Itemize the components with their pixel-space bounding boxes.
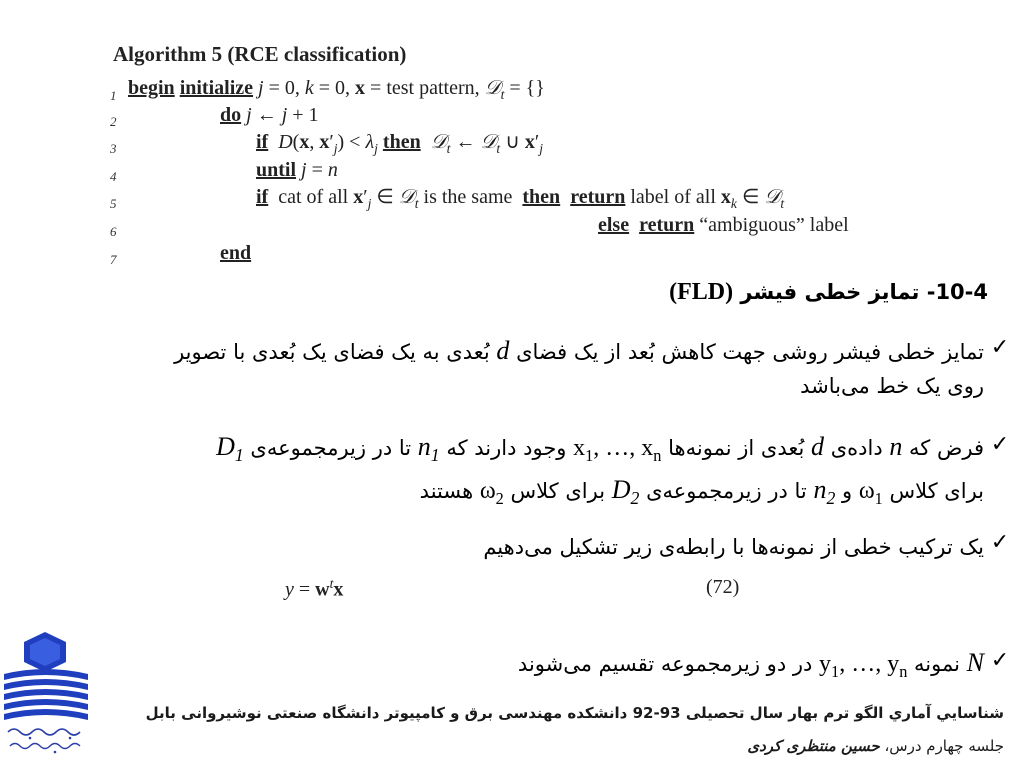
equation: $y = w^tx$ <box>285 576 344 601</box>
footer-lecture-info: جلسه چهارم درس، حسین منتظری کردی <box>747 737 1004 755</box>
line-number: 5 <box>110 196 117 211</box>
algorithm-line-4: until j = n <box>256 159 338 181</box>
section-title: تمایز خطی فیشر <box>740 280 920 304</box>
checkmark-icon: ✓ <box>990 335 1010 360</box>
algorithm-block <box>100 40 980 275</box>
line-number: 3 <box>110 141 117 156</box>
university-logo <box>0 628 100 768</box>
algorithm-line-3: if D(x, $x'_j) < \lambda_j$ then 𝒟$_t$ ← 𝒟$_t$ ∪ $x'_j$ <box>256 131 543 156</box>
section-heading <box>488 277 988 307</box>
algorithm-line-7: end <box>220 242 252 264</box>
footer-course-info: شناسايي آماري الگو ترم بهار سال تحصیلی 93-92 دانشکده مهندسی برق و کامپیوتر دانشگاه صنعتی نوشیروانی بابل <box>145 704 1004 722</box>
bullet-3: یک ترکیب خطی از نمونه‌ها با رابطه‌ی زیر تشکیل می‌دهیم <box>483 535 984 559</box>
lecturer-name: حسین منتظری کردی <box>747 737 880 755</box>
bullet-2: فرض که n داده‌ی d بُعدی از نمونه‌ها $x_1$, …, $x_n$ وجود دارند که $n_1$ تا در زیرمجموعه‌ی $D_1$ برای کلاس $\omega_1$ و $n_2$ تا در زیرمجموعه‌ی $D_2$ برای کلاس $\omega_2$ هستند <box>216 432 984 508</box>
algorithm-title: Algorithm 5 (RCE classification) <box>113 42 407 66</box>
line-number: 6 <box>110 224 117 239</box>
line-number: 4 <box>110 169 117 184</box>
line-number: 2 <box>110 114 117 129</box>
equation-number: (72) <box>706 576 740 598</box>
checkmark-icon: ✓ <box>990 432 1010 457</box>
book-emblem-icon <box>0 628 100 768</box>
section-abbrev: (FLD) <box>669 279 734 305</box>
algorithm-line-5: if cat of all $x'_j$ ∈ 𝒟$_t$ is the same then return label of all $x_k$ ∈ 𝒟$_t$ <box>256 186 785 211</box>
checkmark-icon: ✓ <box>990 530 1010 555</box>
bullet-4: N نمونه $y_1$, …, $y_n$ در دو زیرمجموعه تقسیم می‌شوند <box>517 648 984 681</box>
line-number: 1 <box>110 88 117 103</box>
section-number: 10-4- <box>926 280 988 304</box>
checkmark-icon: ✓ <box>990 648 1010 673</box>
algorithm-line-2: do j ← j + 1 <box>220 104 319 126</box>
line-number: 7 <box>110 252 117 267</box>
bullet-1: تمایز خطی فیشر روشی جهت کاهش بُعد از یک فضای d بُعدی به یک فضای یک بُعدی با تصویر روی یک خط می‌باشد <box>174 336 984 398</box>
algorithm-line-6: else return “ambiguous” label <box>598 214 849 236</box>
algorithm-line-1: begin initialize j = 0, k = 0, x = test pattern, 𝒟$_t$ = {} <box>128 77 545 102</box>
